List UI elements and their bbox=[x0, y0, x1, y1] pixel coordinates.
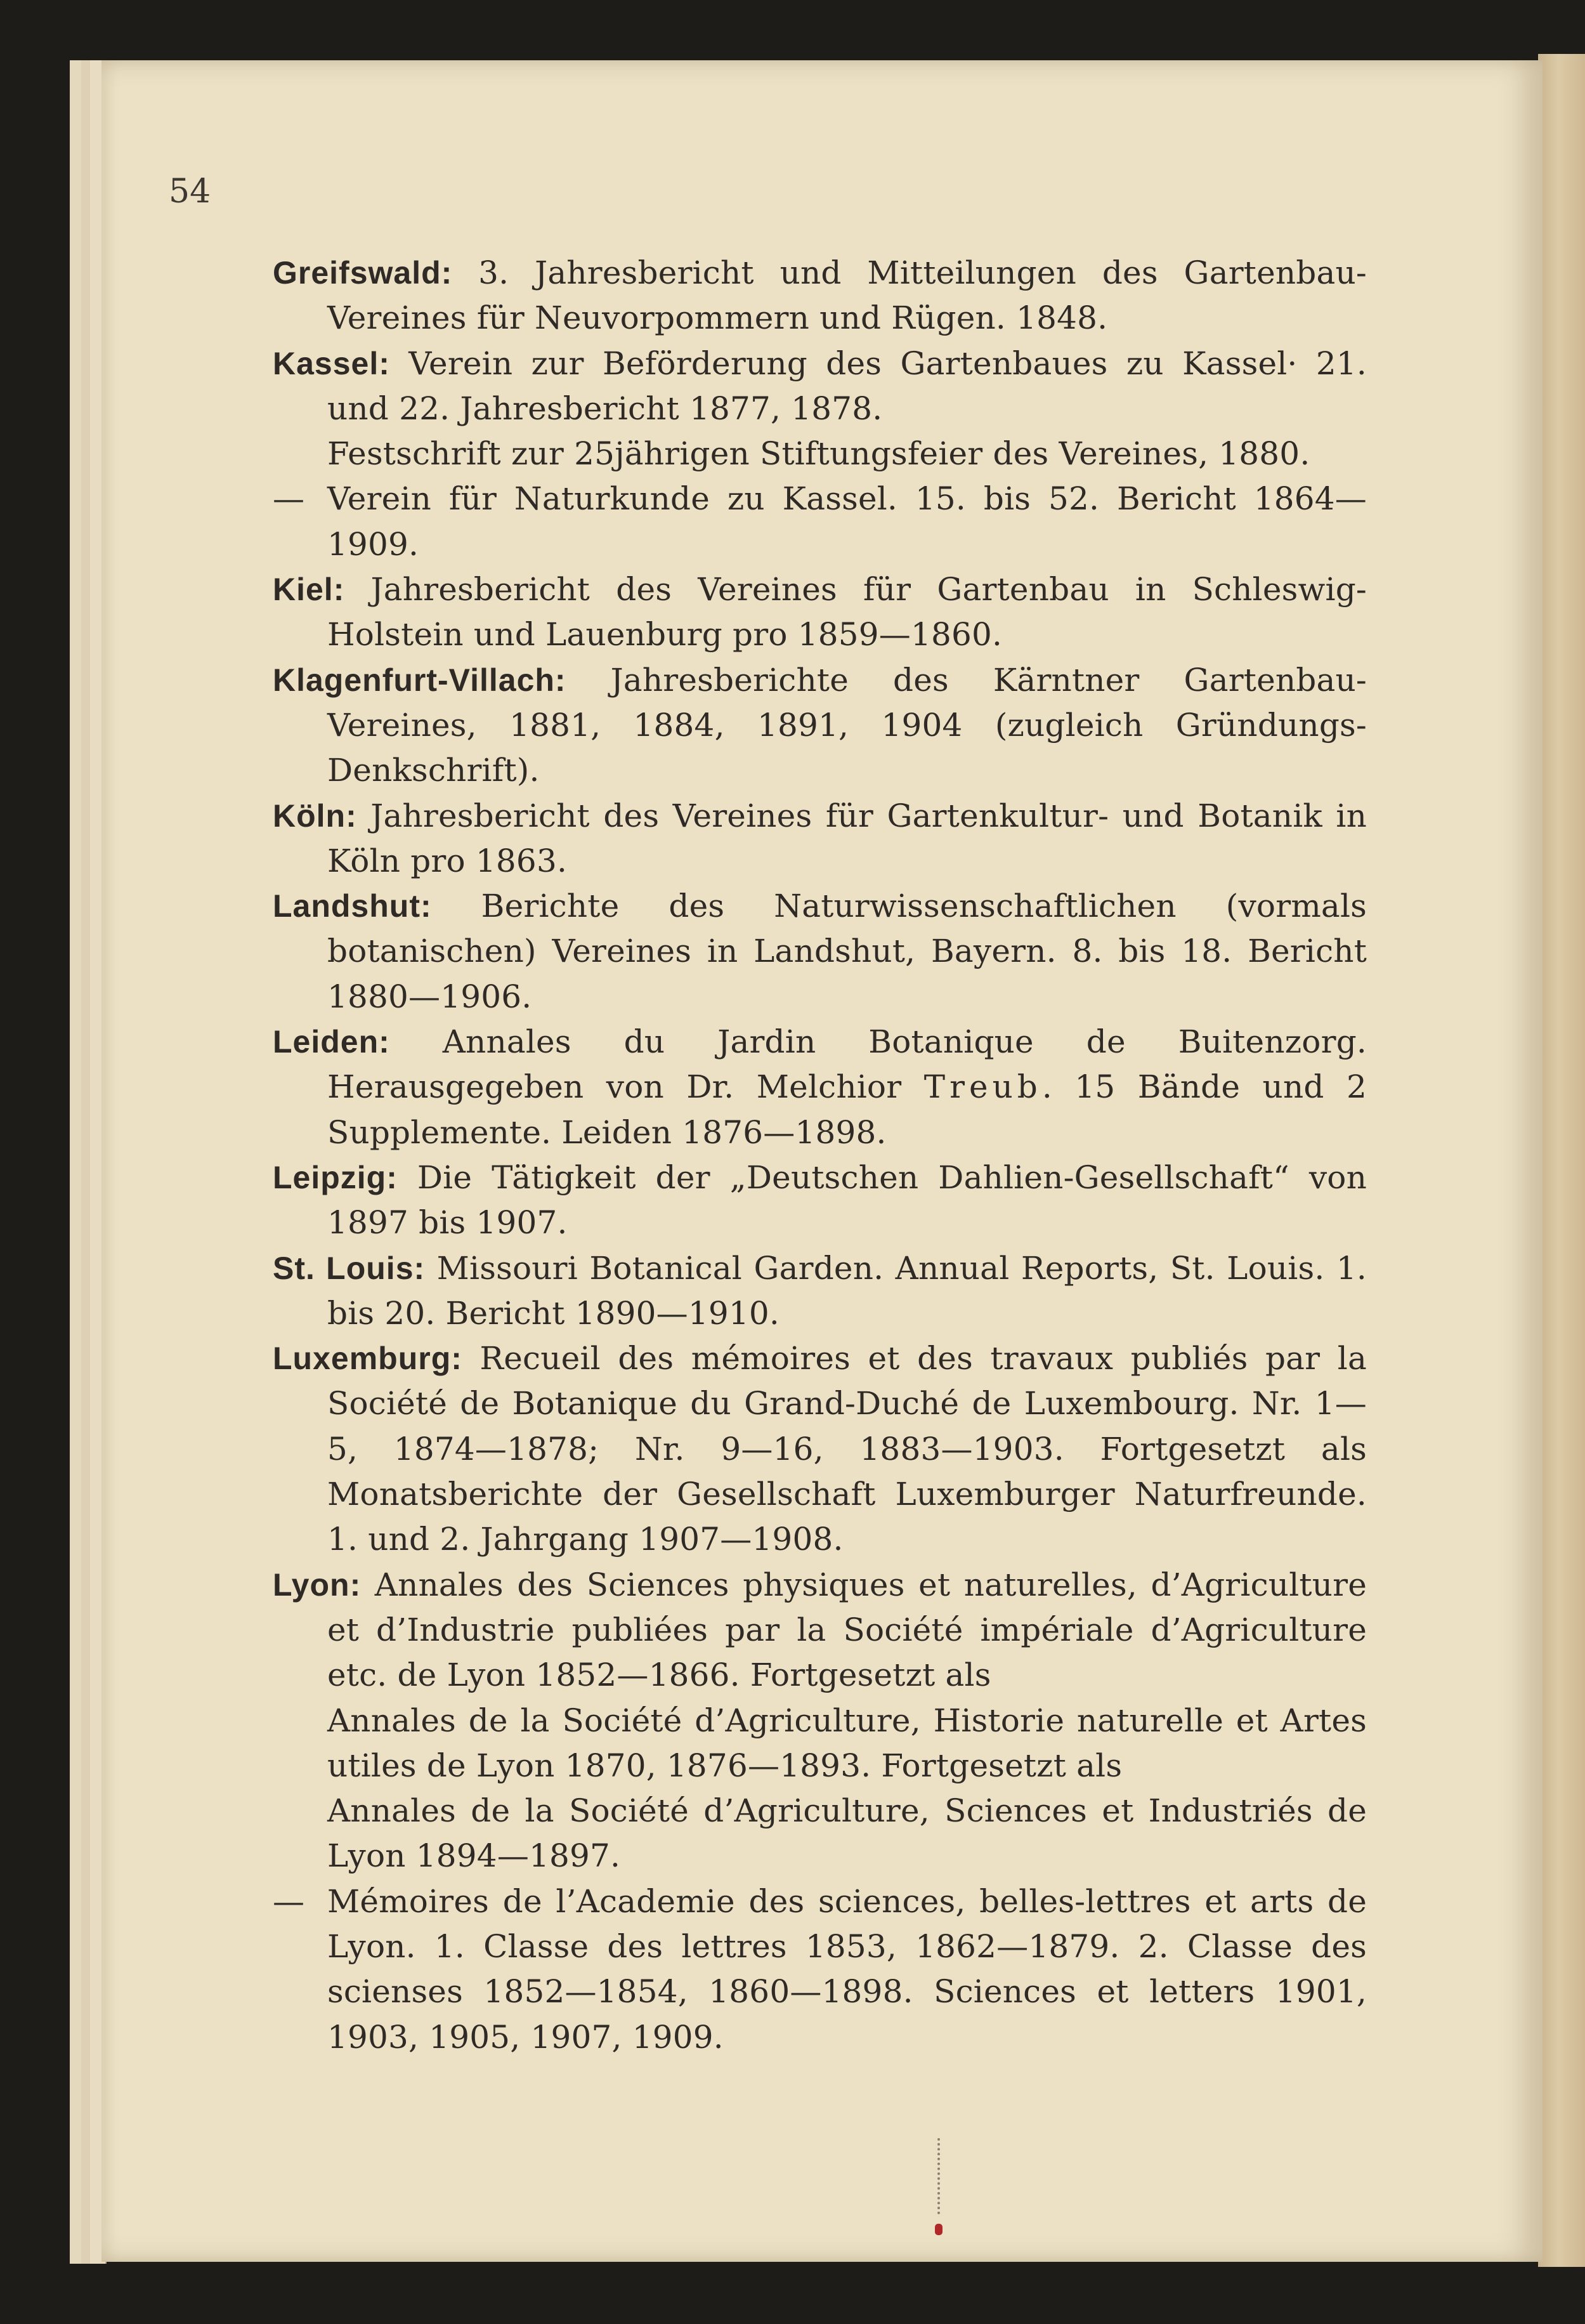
entry-place: Leipzig: bbox=[273, 1159, 398, 1195]
dash-mark: — bbox=[273, 1882, 305, 1920]
entry-author: Treub bbox=[923, 1068, 1042, 1106]
entry-landshut bbox=[273, 884, 1367, 1020]
entry-place: Köln: bbox=[273, 798, 357, 834]
page-edge-right bbox=[1538, 54, 1585, 2267]
entry-text: Jahresbericht des Vereines für Gartenkultur- und Botanik in Köln pro 1863. bbox=[327, 797, 1367, 879]
entry-place: Leiden: bbox=[273, 1024, 390, 1060]
bibliography-list bbox=[273, 251, 1367, 2060]
entry-kassel bbox=[273, 341, 1367, 432]
entry-place: Kassel: bbox=[273, 345, 390, 381]
entry-place: Luxemburg: bbox=[273, 1341, 462, 1377]
entry-place: Landshut: bbox=[273, 888, 432, 924]
entry-text: Verein zur Beförderung des Gartenbaues zu Kassel· 21. und 22. Jahresbericht 1877, 1878. bbox=[327, 345, 1367, 427]
entry-leiden bbox=[273, 1020, 1367, 1155]
entry-lyon bbox=[273, 1563, 1367, 1698]
entry-text: Jahresberichte des Kärntner Gartenbau-Vereines, 1881, 1884, 1891, 1904 (zugleich Gründungs-Denkschrift). bbox=[327, 661, 1367, 789]
entry-st-louis bbox=[273, 1246, 1367, 1337]
entry-text: Annales du Jardin Botanique de Buitenzorg. Herausgegeben von Dr. Melchior bbox=[327, 1023, 1367, 1106]
entry-continuation: Festschrift zur 25jährigen Stiftungsfeier des Vereines, 1880. bbox=[327, 435, 1310, 473]
entry-place: Greifswald: bbox=[273, 255, 453, 291]
entry-kiel bbox=[273, 567, 1367, 658]
page-number: 54 bbox=[169, 173, 211, 211]
entry-text: 3. Jahresbericht und Mitteilungen des Gartenbau-Vereines für Neuvorpommern und Rügen. 1848. bbox=[327, 254, 1367, 337]
entry-text: Annales des Sciences physiques et naturelles, d’Agriculture et d’Industrie publiées par la Société impériale d’Agriculture etc. de Lyon 1852—1866. Fortgesetzt als bbox=[327, 1566, 1367, 1694]
entry-place: Klagenfurt-Villach: bbox=[273, 662, 566, 698]
entry-text: Die Tätigkeit der „Deutschen Dahlien-Gesellschaft“ von 1897 bis 1907. bbox=[327, 1159, 1367, 1242]
entry-place: St. Louis: bbox=[273, 1250, 426, 1286]
entry-dash bbox=[273, 476, 1367, 567]
entry-text: Mémoires de l’Academie des sciences, belles-lettres et arts de Lyon. 1. Classe des lettres 1853, 1862—1879. 2. Classe des scienses 1852—1854, 1860—1898. Sciences et letters 1901, 1903, 1905, 1907, 1909. bbox=[327, 1882, 1367, 2056]
dash-mark: — bbox=[273, 480, 305, 518]
entry-text: Recueil des mémoires et des travaux publiés par la Société de Botanique du Grand-Duché de Luxembourg. Nr. 1—5, 1874—1878; Nr. 9—16, 1883—1903. Fortgesetzt als Monatsberichte der Gesellschaft Luxemburger Naturfreunde. 1. und 2. Jahrgang 1907—1908. bbox=[327, 1340, 1367, 1558]
entry-place: Lyon: bbox=[273, 1566, 362, 1603]
entry-place: Kiel: bbox=[273, 572, 345, 608]
entry-text: Verein für Naturkunde zu Kassel. 15. bis 52. Bericht 1864—1909. bbox=[327, 480, 1367, 563]
entry-text: . 15 Bände und 2 Supplemente. Leiden 1876—1898. bbox=[327, 1068, 1367, 1151]
entry-dash bbox=[273, 1879, 1367, 2060]
entry-text: Jahresbericht des Vereines für Gartenbau in Schleswig-Holstein und Lauenburg pro 1859—1860. bbox=[327, 571, 1367, 653]
entry-klagenfurt bbox=[273, 658, 1367, 794]
entry-greifswald bbox=[273, 251, 1367, 341]
entry-luxemburg bbox=[273, 1336, 1367, 1562]
entry-text: Missouri Botanical Garden. Annual Reports, St. Louis. 1. bis 20. Bericht 1890—1910. bbox=[327, 1249, 1367, 1332]
ink-dots bbox=[937, 2138, 945, 2214]
entry-text: Berichte des Naturwissenschaftlichen (vormals botanischen) Vereines in Landshut, Bayern. 8. bis 18. Bericht 1880—1906. bbox=[327, 888, 1367, 1015]
entry-koeln bbox=[273, 794, 1367, 884]
entry-continuation: Annales de la Société d’Agriculture, Historie naturelle et Artes utiles de Lyon 1870, 1876—1893. Fortgesetzt als bbox=[327, 1702, 1367, 1784]
entry-leipzig bbox=[273, 1155, 1367, 1246]
entry-continuation: Annales de la Société d’Agriculture, Sciences et Industriés de Lyon 1894—1897. bbox=[327, 1792, 1367, 1875]
red-ink-mark bbox=[935, 2224, 943, 2235]
